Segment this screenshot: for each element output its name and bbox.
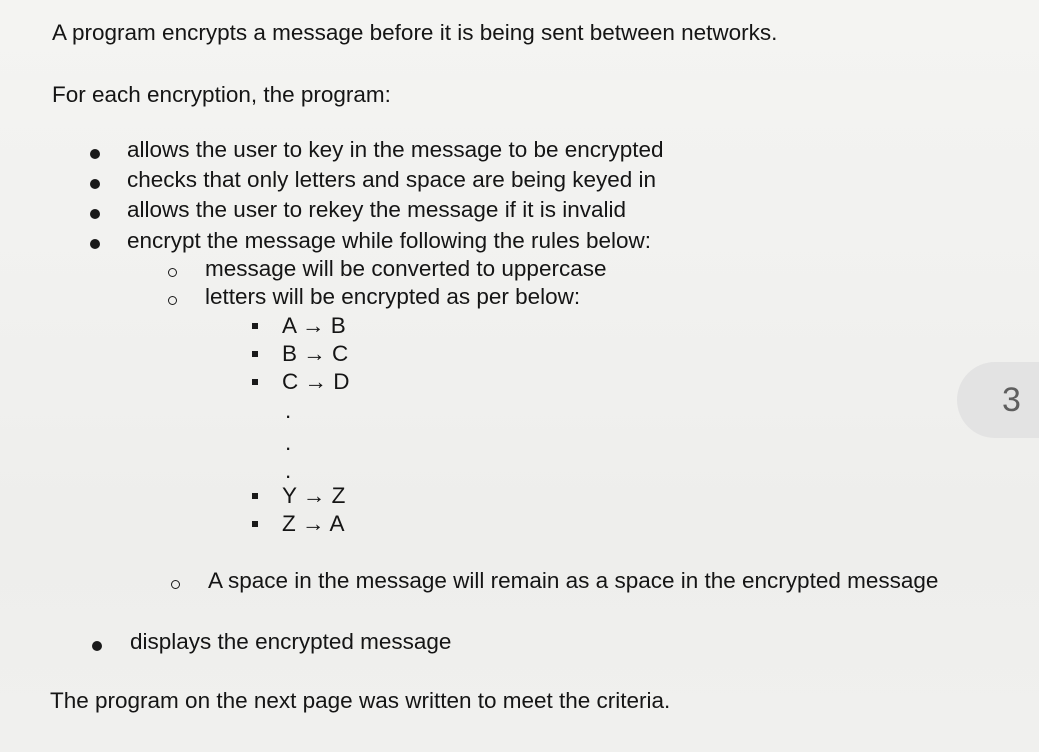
square-bullet-marker	[252, 379, 258, 385]
page-number-tab	[957, 362, 1039, 438]
sub-bullet-marker	[171, 580, 180, 589]
square-bullet-marker	[252, 351, 258, 357]
lead-in-text: For each encryption, the program:	[52, 82, 391, 107]
ellipsis-dot: .	[285, 430, 292, 455]
square-bullet-marker	[252, 493, 258, 499]
bullet-item: checks that only letters and space are being keyed in	[127, 167, 657, 192]
bullet-item: encrypt the message while following the rules below:	[127, 228, 652, 253]
rule-item: letters will be encrypted as per below:	[205, 284, 581, 309]
bullet-marker	[90, 149, 100, 159]
mapping-item: B → C	[282, 341, 349, 366]
bullet-marker	[90, 179, 100, 189]
ellipsis-dot: .	[285, 458, 292, 483]
square-bullet-marker	[252, 521, 258, 527]
bullet-marker	[90, 239, 100, 249]
bullet-item: allows the user to key in the message to be encrypted	[127, 137, 664, 162]
mapping-item: C → D	[282, 369, 350, 394]
rule-item: message will be converted to uppercase	[205, 256, 607, 281]
final-bullet-text: displays the encrypted message	[130, 629, 452, 654]
closing-text: The program on the next page was written to meet the criteria.	[50, 688, 671, 713]
intro-text: A program encrypts a message before it is being sent between networks.	[52, 20, 778, 45]
ellipsis-dot: .	[285, 398, 292, 423]
space-rule-text: A space in the message will remain as a space in the encrypted message	[208, 568, 939, 593]
mapping-item: Y → Z	[282, 483, 346, 508]
sub-bullet-marker	[168, 296, 177, 305]
mapping-item: A → B	[282, 313, 346, 338]
bullet-marker	[92, 641, 102, 651]
bullet-marker	[90, 209, 100, 219]
sub-bullet-marker	[168, 268, 177, 277]
bullet-item: allows the user to rekey the message if it is invalid	[127, 197, 626, 222]
page-number: 3	[1002, 381, 1021, 419]
square-bullet-marker	[252, 323, 258, 329]
mapping-item: Z → A	[282, 511, 345, 536]
